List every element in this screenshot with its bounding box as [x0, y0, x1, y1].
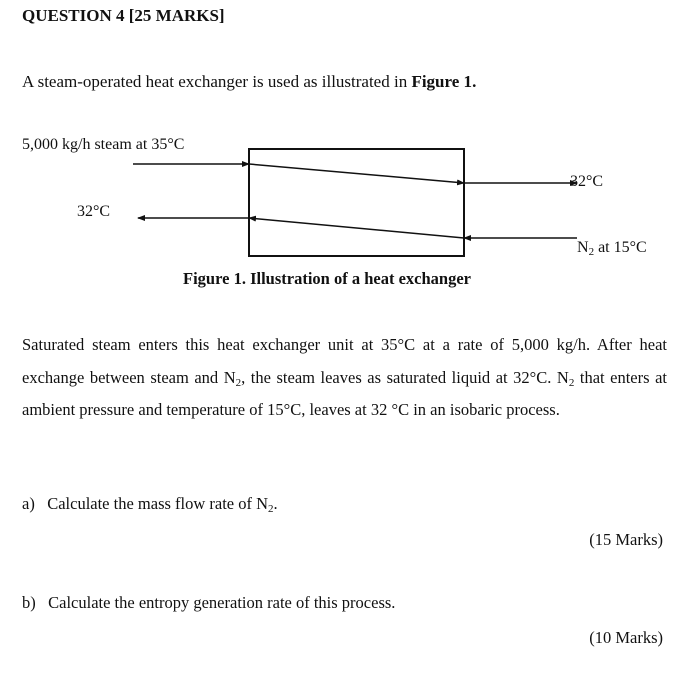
- question-b-marks: (10 Marks): [589, 628, 663, 647]
- question-a: [22, 494, 278, 514]
- figure-caption: Figure 1. Illustration of a heat exchanger: [183, 269, 471, 288]
- paragraph-part-1: Saturated steam enters this heat exchanger unit at 35°C at a rate of 5,000 kg/h. After heat exchange between steam and N: [22, 335, 667, 387]
- n2-subscript: 2: [588, 246, 595, 258]
- exchanger-box: [249, 149, 464, 256]
- n2-inlet-temperature: at 15°C: [594, 239, 647, 256]
- paragraph-part-2: , the steam leaves as saturated liquid at 32°C. N: [241, 367, 569, 387]
- figure-reference: Figure 1: [411, 72, 473, 91]
- intro-end: .: [472, 72, 477, 91]
- question-b-text: Calculate the entropy generation rate of this process.: [48, 593, 396, 612]
- question-a-marks: (15 Marks): [589, 530, 663, 549]
- n2-path-line: [249, 218, 464, 238]
- left-outlet-temperature-label: 32°C: [77, 203, 111, 220]
- problem-paragraph: [22, 329, 667, 427]
- n2-inlet-label: [577, 239, 647, 257]
- question-a-end: .: [273, 494, 278, 513]
- question-b-label: b): [22, 593, 36, 612]
- paragraph-subscript-1: 2: [235, 376, 242, 389]
- steam-path-line: [249, 164, 464, 183]
- question-a-label: a): [22, 494, 35, 513]
- n2-symbol: N: [577, 239, 589, 256]
- intro-text: A steam-operated heat exchanger is used as illustrated in: [22, 72, 412, 91]
- right-outlet-temperature-label: 32°C: [570, 173, 604, 190]
- question-a-subscript: 2: [268, 503, 274, 515]
- question-title: QUESTION 4 [25 MARKS]: [22, 6, 225, 25]
- paragraph-part-3: that enters at ambient pressure and temperature of 15°C, leaves at 32 °C in an isobaric process.: [22, 367, 667, 419]
- question-b: [22, 593, 395, 613]
- paragraph-subscript-2: 2: [568, 376, 575, 389]
- steam-inlet-label: 5,000 kg/h steam at 35°C: [22, 136, 185, 153]
- question-a-text: Calculate the mass flow rate of N: [47, 494, 269, 513]
